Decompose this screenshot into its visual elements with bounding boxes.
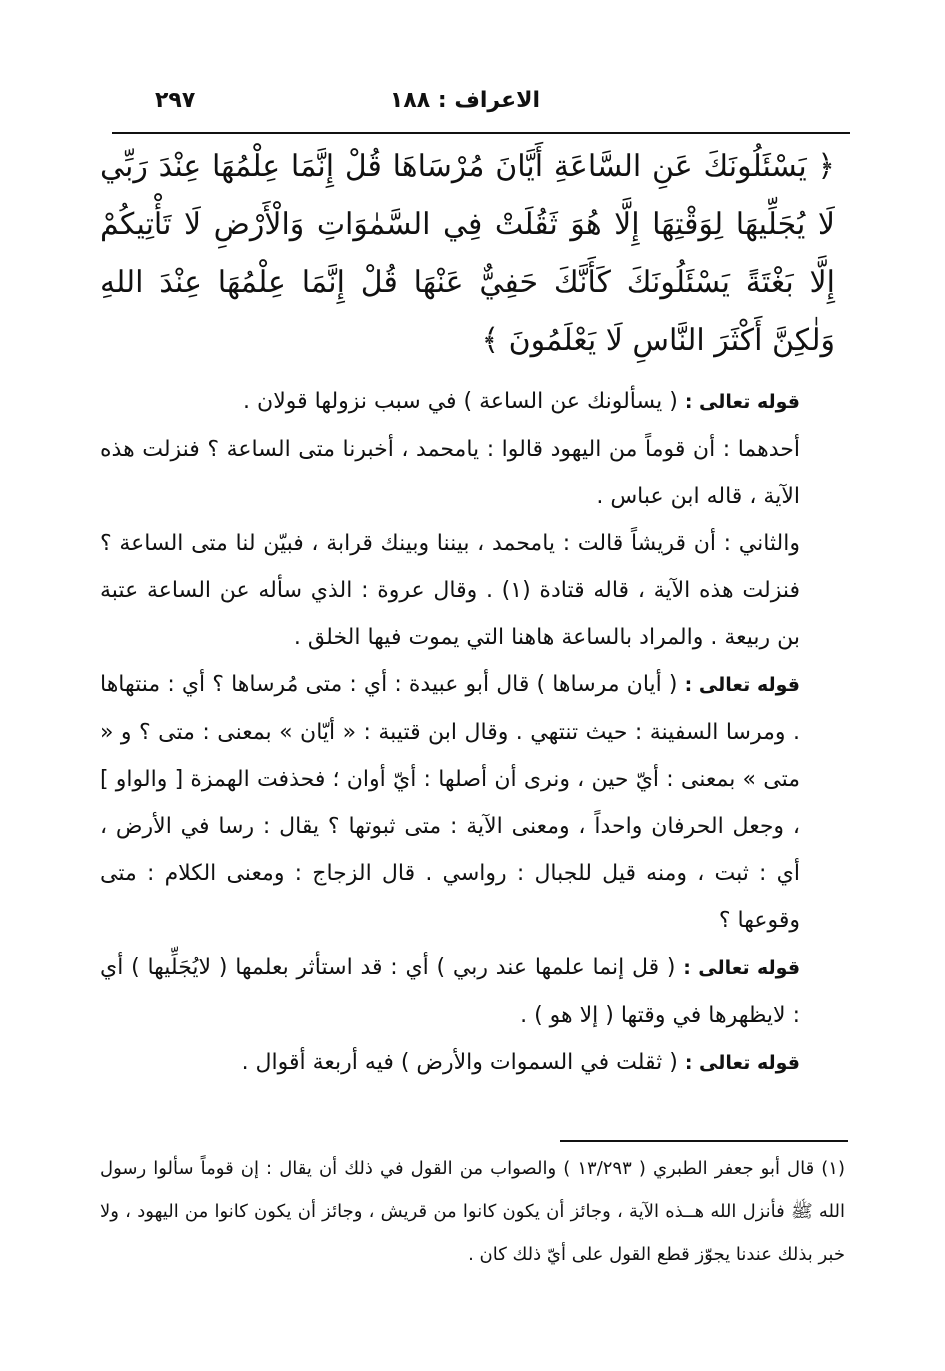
paragraph-text: ( قل إنما علمها عند ربي ) أي : قد استأثر بعلمها ( لايُجَلِّيها ) أي : لايظهرها في وقتها ( إلا هو ) . (100, 955, 800, 1028)
paragraph-text: والثاني : أن قريشاً قالت : يامحمد ، بيننا وبينك قرابة ، فبيّن لنا متى الساعة ؟ فنزلت هذه الآية ، قاله قتادة (١) . وقال عروة : الذي سأله عن الساعة عتبة بن ربيعة . والمراد بالساعة هاهنا التي يموت فيها الخلق . (100, 531, 800, 650)
running-title: الاعراف : ١٨٨ (389, 88, 541, 113)
paragraph-text: أحدهما : أن قوماً من اليهود قالوا : يامحمد ، أخبرنا متى الساعة ؟ فنزلت هذه الآية ، قاله ابن عباس . (100, 437, 800, 509)
paragraph-3 (100, 520, 845, 661)
header-rule (112, 132, 850, 134)
paragraph-text: ( يسألونك عن الساعة ) في سبب نزولها قولان . (243, 389, 685, 414)
main-text (100, 138, 845, 1087)
paragraph-6 (100, 1039, 845, 1087)
paragraph-5 (100, 944, 845, 1039)
paragraph-4 (100, 661, 845, 944)
footnote: (١) قال أبو جعفر الطبري ( ١٣/٢٩٣ ) والصواب من القول في ذلك أن يقال : إن قوماً سألوا رسول الله ﷺ فأنزل الله هــذه الآية ، وجائز أن يكون كانوا من قريش ، وجائز أن يكون كانوا من اليهود ، ولا خبر بذلك عندنا يجوّز قطع القول على أيّ ذلك كان . (100, 1158, 845, 1265)
paragraph-lead: قوله تعالى : (684, 1052, 800, 1074)
paragraph-text: ( ثقلت في السموات والأرض ) فيه أربعة أقوال . (241, 1050, 685, 1075)
paragraph-lead: قوله تعالى : (684, 674, 800, 696)
paragraph-1 (100, 378, 845, 426)
paragraph-text: ( أيان مرساها ) قال أبو عبيدة : أي : متى مُرساها ؟ أي : منتهاها . ومرسا السفينة : حيث تنتهي . وقال ابن قتيبة : « أيّان » بمعنى : متى ؟ و « متى » بمعنى : أيّ حين ، ونرى أن أصلها : أيّ أوان ؛ فحذفت الهمزة [ والواو ] ، وجعل الحرفان واحداً ، ومعنى الآية : متى ثبوتها ؟ يقال : رسا في الأرض ، أي : ثبت ، ومنه قيل للجبال : رواسي . قال الزجاج : ومعنى الكلام : متى وقوعها ؟ (100, 672, 800, 933)
page-header (95, 86, 835, 126)
paragraph-lead: قوله تعالى : (684, 391, 800, 413)
paragraph-2 (100, 426, 845, 520)
page-number: ٢٩٧ (155, 88, 196, 113)
footnote-rule (560, 1140, 848, 1142)
quran-verse: ﴿ يَسْئَلُونَكَ عَنِ السَّاعَةِ أَيَّانَ مُرْسَاهَا قُلْ إِنَّمَا عِلْمُهَا عِنْدَ رَبِّي لَا يُجَلِّيهَا لِوَقْتِهَا إِلَّا هُوَ ثَقُلَتْ فِي السَّمٰوَاتِ وَالْأَرْضِ لَا تَأْتِيكُمْ إِلَّا بَغْتَةً يَسْئَلُونَكَ كَأَنَّكَ حَفِيٌّ عَنْهَا قُلْ إِنَّمَا عِلْمُهَا عِنْدَ اللهِ وَلٰكِنَّ أَكْثَرَ النَّاسِ لَا يَعْلَمُونَ ﴾ (100, 149, 835, 358)
paragraph-lead: قوله تعالى : (683, 957, 801, 979)
